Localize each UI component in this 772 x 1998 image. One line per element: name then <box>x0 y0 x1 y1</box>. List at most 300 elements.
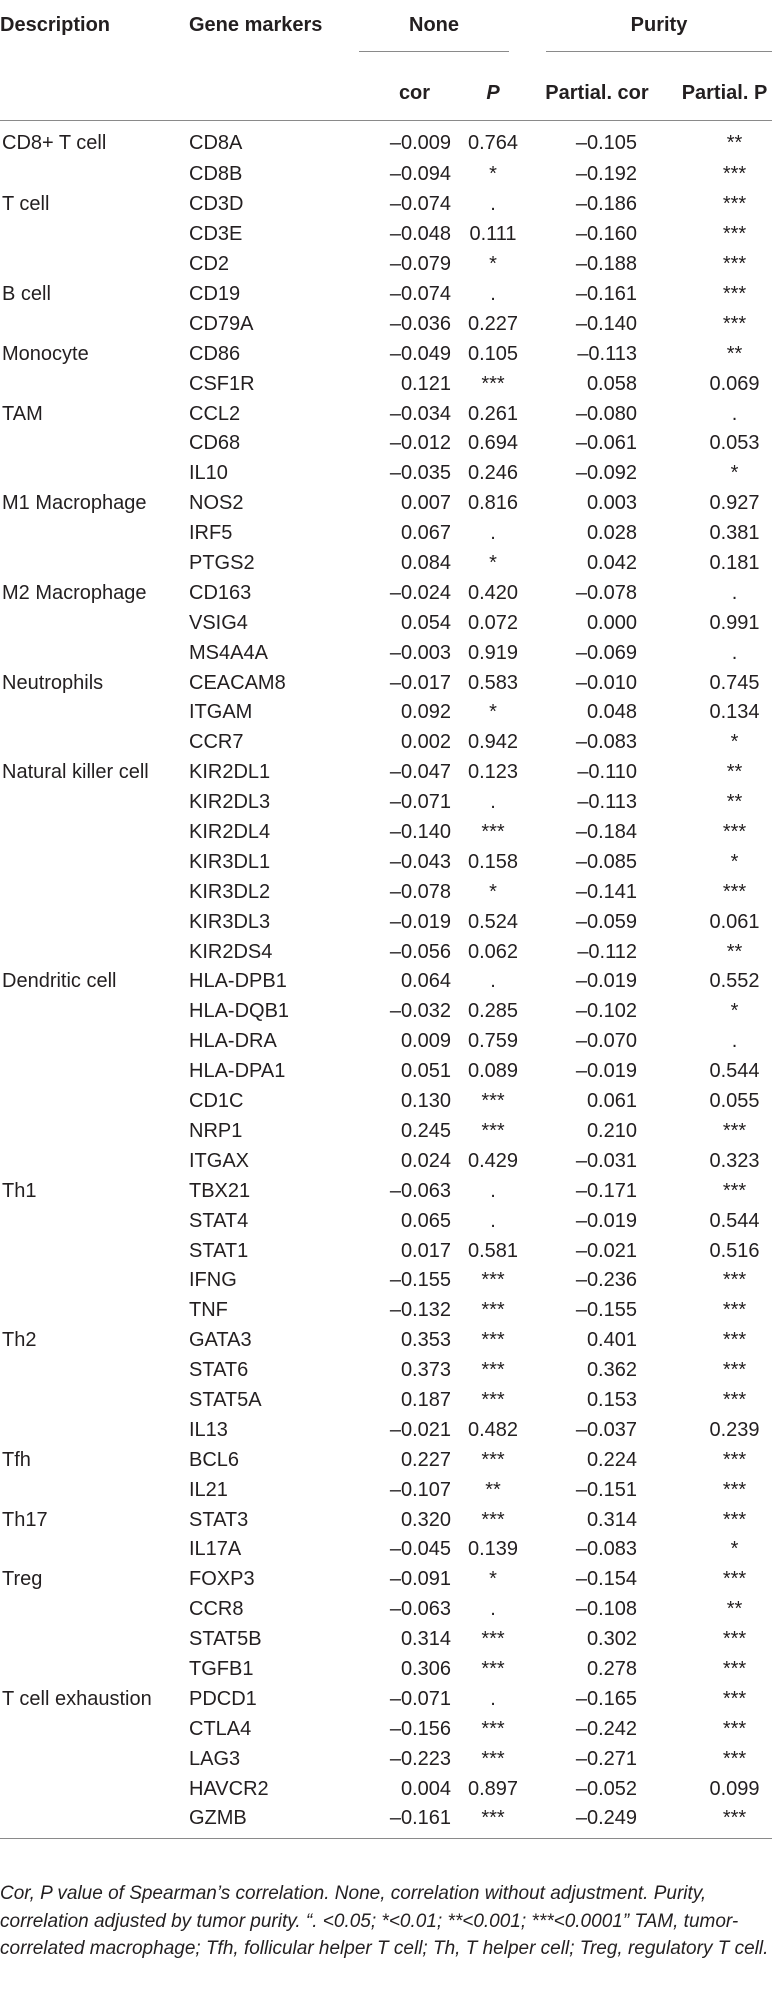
cell-description <box>0 847 181 877</box>
cell-p: . <box>490 1687 496 1710</box>
cell-partial-p: *** <box>722 880 747 903</box>
cell-partial-p: * <box>730 850 739 873</box>
cell-description <box>0 788 181 818</box>
cell-partial-p: 0.544 <box>709 1209 760 1232</box>
cell-cor: –0.032 <box>389 1000 451 1023</box>
cell-partial-cor: –0.161 <box>575 283 637 305</box>
cell-gene-marker: ITGAM <box>189 701 253 724</box>
cell-partial-cor: –0.271 <box>575 1747 637 1770</box>
cell-cor: –0.223 <box>389 1747 451 1770</box>
cell-description <box>0 1804 181 1838</box>
cell-partial-p: 0.055 <box>709 1090 760 1113</box>
cell-cor: –0.045 <box>389 1538 451 1561</box>
table-row <box>0 1206 772 1236</box>
cell-partial-cor: 0.401 <box>586 1329 637 1352</box>
cell-cor: 0.017 <box>400 1239 451 1262</box>
cell-cor: –0.035 <box>389 462 451 485</box>
cell-p: *** <box>481 1747 505 1770</box>
cell-partial-p: ** <box>726 132 743 154</box>
cell-description <box>0 1415 181 1445</box>
table-row <box>0 847 772 877</box>
cell-p: 0.111 <box>469 223 517 246</box>
table-row <box>0 250 772 280</box>
table-row <box>0 1744 772 1774</box>
cell-cor: –0.034 <box>389 402 451 425</box>
cell-description <box>0 369 181 399</box>
table-row <box>0 1087 772 1117</box>
cell-partial-p: *** <box>722 1657 747 1680</box>
cell-partial-cor: –0.102 <box>575 1000 637 1023</box>
cell-cor: 0.130 <box>400 1090 451 1113</box>
header-none: None <box>359 14 509 52</box>
cell-gene-marker: KIR3DL3 <box>189 910 271 933</box>
cell-gene-marker: HLA-DQB1 <box>189 1000 290 1023</box>
table-row <box>0 280 772 310</box>
cell-description <box>0 1027 181 1057</box>
cell-description <box>0 250 181 280</box>
cell-gene-marker: KIR2DS4 <box>189 940 273 963</box>
table-row <box>0 1146 772 1176</box>
table-row <box>0 967 772 997</box>
cell-partial-p: 0.552 <box>709 970 760 993</box>
cell-p: *** <box>459 1804 527 1838</box>
cell-partial-p: 0.181 <box>709 552 760 575</box>
cell-partial-cor: –0.085 <box>575 850 637 873</box>
cell-partial-p: ** <box>726 342 743 365</box>
cell-cor: –0.074 <box>389 283 451 305</box>
table-row <box>0 1266 772 1296</box>
cell-partial-cor: –0.186 <box>575 193 637 216</box>
cell-description <box>0 907 181 937</box>
cell-cor: 0.245 <box>400 1119 451 1142</box>
cell-cor: –0.056 <box>389 940 451 963</box>
table-header <box>0 0 772 121</box>
cell-gene-marker: CD79A <box>189 312 254 335</box>
cell-partial-p: ** <box>726 1598 743 1621</box>
cell-gene-marker: STAT3 <box>189 1508 249 1531</box>
cell-partial-p: 0.381 <box>709 522 760 545</box>
cell-cor: –0.063 <box>389 1598 451 1621</box>
cell-partial-cor: 0.061 <box>586 1090 637 1113</box>
cell-partial-p: 0.927 <box>709 492 760 515</box>
cell-partial-p: 0.323 <box>709 1149 760 1172</box>
cell-cor: 0.092 <box>400 701 451 724</box>
cell-partial-cor: –0.242 <box>575 1717 637 1740</box>
cell-description: Dendritic cell <box>2 970 117 993</box>
cell-partial-p: 0.991 <box>709 611 760 634</box>
cell-gene-marker: KIR2DL1 <box>189 761 271 784</box>
cell-partial-p: *** <box>722 1269 747 1292</box>
cell-description <box>0 997 181 1027</box>
table-row <box>0 1475 772 1505</box>
cell-description <box>0 1117 181 1147</box>
cell-p: 0.581 <box>467 1239 519 1262</box>
cell-gene-marker: CD86 <box>189 342 241 365</box>
cell-p: 0.919 <box>467 641 519 664</box>
cell-gene-marker: PDCD1 <box>189 1687 257 1710</box>
cell-description <box>0 1655 181 1685</box>
table-row <box>0 1356 772 1386</box>
cell-cor: –0.079 <box>389 253 451 276</box>
cell-description: M1 Macrophage <box>2 492 147 515</box>
cell-description <box>0 1535 181 1565</box>
cell-partial-cor: –0.069 <box>575 641 637 664</box>
cell-description <box>0 1236 181 1266</box>
cell-p: *** <box>481 1448 505 1471</box>
table-row <box>0 1535 772 1565</box>
cell-description <box>0 309 181 339</box>
cell-partial-cor: 0.058 <box>586 372 637 395</box>
cell-p: 0.158 <box>467 850 519 873</box>
table-row <box>0 429 772 459</box>
header-cor: cor <box>358 67 459 121</box>
cell-description <box>0 728 181 758</box>
cell-description: Tfh <box>2 1448 31 1471</box>
cell-gene-marker: IL10 <box>189 462 228 485</box>
cell-gene-marker: IL13 <box>189 1418 228 1441</box>
cell-partial-p: *** <box>722 253 747 276</box>
table-row <box>0 728 772 758</box>
table-row <box>0 758 772 788</box>
cell-gene-marker: CD3E <box>189 223 243 246</box>
cell-partial-cor: –0.083 <box>575 731 637 754</box>
cell-gene-marker: PTGS2 <box>189 552 255 575</box>
cell-p: 0.072 <box>467 611 519 634</box>
cell-partial-p: *** <box>722 1299 747 1322</box>
table-row <box>0 1296 772 1326</box>
table-row <box>0 1625 772 1655</box>
cell-gene-marker: CCR7 <box>189 731 244 754</box>
cell-gene-marker: CD8B <box>189 163 243 186</box>
cell-partial-cor: –0.160 <box>575 223 637 246</box>
cell-description: Treg <box>2 1568 43 1591</box>
cell-p: 0.089 <box>467 1060 519 1083</box>
cell-p: *** <box>481 1299 505 1322</box>
table-row <box>0 1176 772 1206</box>
cell-p: *** <box>481 1628 505 1651</box>
cell-partial-p: . <box>731 641 738 664</box>
cell-partial-cor: –0.249 <box>527 1804 667 1838</box>
cell-partial-p: * <box>730 1538 739 1561</box>
cell-description: Neutrophils <box>2 671 104 694</box>
cell-partial-cor: –0.021 <box>575 1239 637 1262</box>
cell-gene-marker: TGFB1 <box>189 1657 254 1680</box>
cell-partial-p: *** <box>722 193 747 216</box>
cell-p: 0.105 <box>467 342 519 365</box>
cell-partial-p: . <box>731 581 738 604</box>
cell-partial-p: * <box>730 731 739 754</box>
cell-description <box>0 519 181 549</box>
cell-description <box>0 608 181 638</box>
cell-p: *** <box>481 821 505 844</box>
cell-gene-marker: IRF5 <box>189 522 233 545</box>
cell-cor: –0.043 <box>389 850 451 873</box>
header-none-group <box>358 0 527 67</box>
cell-gene-marker: CTLA4 <box>189 1717 252 1740</box>
cell-description: T cell exhaustion <box>2 1687 152 1710</box>
cell-p: ** <box>485 1478 501 1501</box>
cell-cor: 0.306 <box>400 1657 451 1680</box>
table-row <box>0 1236 772 1266</box>
cell-cor: –0.024 <box>389 581 451 604</box>
cell-cor: –0.063 <box>389 1179 451 1202</box>
cell-partial-cor: –0.141 <box>575 880 637 903</box>
cell-description <box>0 1774 181 1804</box>
cell-partial-p: *** <box>722 1448 747 1471</box>
cell-partial-cor: –0.070 <box>575 1030 637 1053</box>
cell-partial-cor: 0.224 <box>586 1448 637 1471</box>
cell-p: 0.764 <box>467 132 519 154</box>
cell-description: TAM <box>2 402 43 425</box>
cell-description: T cell <box>2 193 50 216</box>
header-partial-p <box>667 67 772 121</box>
cell-partial-p: ** <box>726 791 743 814</box>
cell-partial-cor: –0.171 <box>575 1179 637 1202</box>
cell-gene-marker: IFNG <box>189 1269 237 1292</box>
table-row <box>0 369 772 399</box>
cell-cor: 0.084 <box>400 552 451 575</box>
table-row <box>0 1714 772 1744</box>
cell-description: Th2 <box>2 1329 37 1352</box>
cell-p: *** <box>481 1717 505 1740</box>
table-row <box>0 1565 772 1595</box>
cell-p: 0.261 <box>467 402 519 425</box>
cell-partial-cor: –0.083 <box>575 1538 637 1561</box>
cell-partial-cor: 0.000 <box>586 611 637 634</box>
cell-gene-marker: CCL2 <box>189 402 241 425</box>
cell-gene-marker: FOXP3 <box>189 1568 255 1591</box>
table-row <box>0 1415 772 1445</box>
cell-partial-cor: 0.362 <box>586 1359 637 1382</box>
cell-partial-p: *** <box>722 1388 747 1411</box>
cell-cor: –0.078 <box>389 880 451 903</box>
table-row <box>0 1057 772 1087</box>
cell-cor: 0.065 <box>400 1209 451 1232</box>
cell-description <box>0 549 181 579</box>
cell-cor: –0.021 <box>389 1418 451 1441</box>
table-row <box>0 638 772 668</box>
cell-partial-p: 0.134 <box>709 701 760 724</box>
cell-gene-marker: CD3D <box>189 193 244 216</box>
cell-cor: –0.012 <box>389 432 451 455</box>
cell-description <box>0 877 181 907</box>
cell-description: Monocyte <box>2 342 89 365</box>
cell-partial-cor: –0.140 <box>575 312 637 335</box>
cell-partial-cor: 0.003 <box>586 492 637 515</box>
cell-cor: 0.320 <box>400 1508 451 1531</box>
cell-partial-p: . <box>731 1030 738 1053</box>
cell-p: * <box>489 163 497 186</box>
table-row <box>0 1505 772 1535</box>
cell-p: 0.285 <box>467 1000 519 1023</box>
header-partial-cor: Partial. cor <box>527 67 667 121</box>
cell-partial-p: *** <box>667 1804 772 1838</box>
cell-p: *** <box>481 1359 505 1382</box>
cell-partial-cor: –0.078 <box>575 581 637 604</box>
cell-p: 0.062 <box>467 940 519 963</box>
cell-partial-cor: –0.151 <box>575 1478 637 1501</box>
cell-gene-marker: CD68 <box>189 432 241 455</box>
cell-p: *** <box>481 1090 505 1113</box>
cell-partial-p: *** <box>722 1628 747 1651</box>
cell-description <box>0 220 181 250</box>
cell-gene-marker: CD163 <box>189 581 252 604</box>
table-row <box>0 698 772 728</box>
cell-cor: 0.227 <box>400 1448 451 1471</box>
cell-cor: 0.064 <box>400 970 451 993</box>
cell-partial-p: 0.061 <box>709 910 760 933</box>
table-footnote: Cor, P value of Spearman’s correlation. None, correlation without adjustment. Purity, correlation adjusted by tumor purity. “. <0.05; *<0.01; **<0.001; ***<0.0001” TAM, tumor-correlated macrophage; Tfh, follicular helper T cell; Th, T helper cell; Treg, regulatory T cell. <box>0 1883 769 1960</box>
cell-p: * <box>489 1568 497 1591</box>
table-row <box>0 519 772 549</box>
cell-cor: 0.353 <box>400 1329 451 1352</box>
cell-cor: 0.121 <box>400 372 451 395</box>
cell-partial-p: *** <box>722 1119 747 1142</box>
cell-description <box>0 1356 181 1386</box>
table-row <box>0 309 772 339</box>
cell-cor: 0.314 <box>400 1628 451 1651</box>
cell-partial-p: 0.745 <box>709 671 760 694</box>
cell-partial-cor: 0.153 <box>586 1388 637 1411</box>
cell-cor: –0.155 <box>389 1269 451 1292</box>
cell-p: 0.942 <box>467 731 519 754</box>
cell-partial-cor: –0.154 <box>575 1568 637 1591</box>
cell-p: *** <box>481 1329 505 1352</box>
cell-gene-marker: MS4A4A <box>189 641 268 664</box>
cell-gene-marker: CD2 <box>189 253 230 276</box>
cell-cor: 0.007 <box>400 492 451 515</box>
cell-cor: 0.002 <box>400 731 451 754</box>
cell-p: . <box>490 1209 496 1232</box>
cell-partial-p: 0.544 <box>709 1060 760 1083</box>
cell-gene-marker: TNF <box>189 1299 228 1322</box>
cell-gene-marker: STAT1 <box>189 1239 249 1262</box>
table-row <box>0 459 772 489</box>
cell-partial-cor: –0.037 <box>575 1418 637 1441</box>
cell-gene-marker: LAG3 <box>189 1747 241 1770</box>
cell-partial-p: ** <box>726 940 743 963</box>
cell-cor: –0.017 <box>389 671 451 694</box>
cell-partial-p: *** <box>722 1508 747 1531</box>
cell-description <box>0 1475 181 1505</box>
cell-cor: 0.373 <box>400 1359 451 1382</box>
cell-description: Th1 <box>2 1179 37 1202</box>
cell-partial-cor: –0.019 <box>575 1060 637 1083</box>
cell-gene-marker: ITGAX <box>189 1149 250 1172</box>
cell-cor: –0.019 <box>389 910 451 933</box>
cell-partial-cor: –0.052 <box>575 1777 637 1800</box>
cell-cor: 0.009 <box>400 1030 451 1053</box>
cell-cor: –0.049 <box>389 342 451 365</box>
cell-p: * <box>489 701 497 724</box>
cell-partial-p: 0.053 <box>709 432 760 455</box>
cell-description: M2 Macrophage <box>2 581 147 604</box>
cell-partial-p: *** <box>722 821 747 844</box>
table-row <box>0 1595 772 1625</box>
header-gene-markers: Gene markers <box>181 0 358 121</box>
table-row <box>0 668 772 698</box>
table-row <box>0 1774 772 1804</box>
cell-description <box>0 1087 181 1117</box>
cell-p: . <box>490 283 496 305</box>
table-row <box>0 1326 772 1356</box>
cell-gene-marker: CD8A <box>189 132 243 154</box>
cell-p: 0.816 <box>467 492 519 515</box>
cell-gene-marker: HAVCR2 <box>189 1777 269 1800</box>
cell-cor: –0.132 <box>389 1299 451 1322</box>
cell-partial-cor: 0.048 <box>586 701 637 724</box>
cell-description <box>0 160 181 190</box>
cell-cor: –0.140 <box>389 821 451 844</box>
cell-partial-cor: –0.061 <box>575 432 637 455</box>
cell-p: . <box>490 522 496 545</box>
cell-description <box>0 1146 181 1176</box>
cell-partial-cor: –0.192 <box>575 163 637 186</box>
cell-gene-marker: KIR3DL2 <box>189 880 271 903</box>
cell-partial-p: . <box>731 402 738 425</box>
cell-partial-p: *** <box>722 1179 747 1202</box>
header-purity: Purity <box>546 14 772 52</box>
cell-gene-marker: HLA-DRA <box>189 1030 277 1053</box>
cell-gene-marker: STAT6 <box>189 1359 249 1382</box>
table-row <box>0 1027 772 1057</box>
cell-p: * <box>489 552 497 575</box>
cell-partial-cor: –0.236 <box>575 1269 637 1292</box>
cell-description <box>0 818 181 848</box>
cell-p: 0.429 <box>467 1149 519 1172</box>
table-body <box>0 121 772 1839</box>
cell-cor: 0.051 <box>400 1060 451 1083</box>
cell-p: . <box>490 193 496 216</box>
table-row <box>0 399 772 429</box>
cell-p: * <box>489 880 497 903</box>
cell-partial-p: *** <box>722 1717 747 1740</box>
cell-p: 0.123 <box>467 761 519 784</box>
cell-cor: –0.094 <box>389 163 451 186</box>
table-row <box>0 937 772 967</box>
table-row <box>0 121 772 161</box>
cell-p: 0.139 <box>467 1538 519 1561</box>
cell-gene-marker: CSF1R <box>189 372 255 395</box>
cell-partial-p: *** <box>722 223 747 246</box>
cell-p: * <box>489 253 497 276</box>
cell-cor: 0.024 <box>400 1149 451 1172</box>
header-p: P <box>459 67 527 121</box>
cell-partial-cor: –0.112 <box>577 940 637 963</box>
cell-description <box>0 1625 181 1655</box>
cell-cor: –0.074 <box>389 193 451 216</box>
cell-cor: –0.071 <box>389 791 451 814</box>
table-row <box>0 608 772 638</box>
cell-description <box>0 1714 181 1744</box>
table-row <box>0 1655 772 1685</box>
cell-p: 0.897 <box>467 1777 519 1800</box>
cell-p: *** <box>481 1657 505 1680</box>
cell-p: 0.246 <box>467 462 519 485</box>
cell-description <box>0 937 181 967</box>
cell-cor: –0.071 <box>389 1687 451 1710</box>
cell-cor: –0.009 <box>389 132 451 154</box>
cell-partial-cor: –0.113 <box>577 342 637 365</box>
header-purity-group <box>527 0 772 67</box>
cell-gene-marker: GZMB <box>181 1804 358 1838</box>
cell-partial-p: *** <box>722 1568 747 1591</box>
cell-p: 0.524 <box>467 910 519 933</box>
cell-partial-p: *** <box>722 163 747 186</box>
table-row <box>0 190 772 220</box>
cell-description <box>0 1266 181 1296</box>
cell-gene-marker: STAT5B <box>189 1628 262 1651</box>
